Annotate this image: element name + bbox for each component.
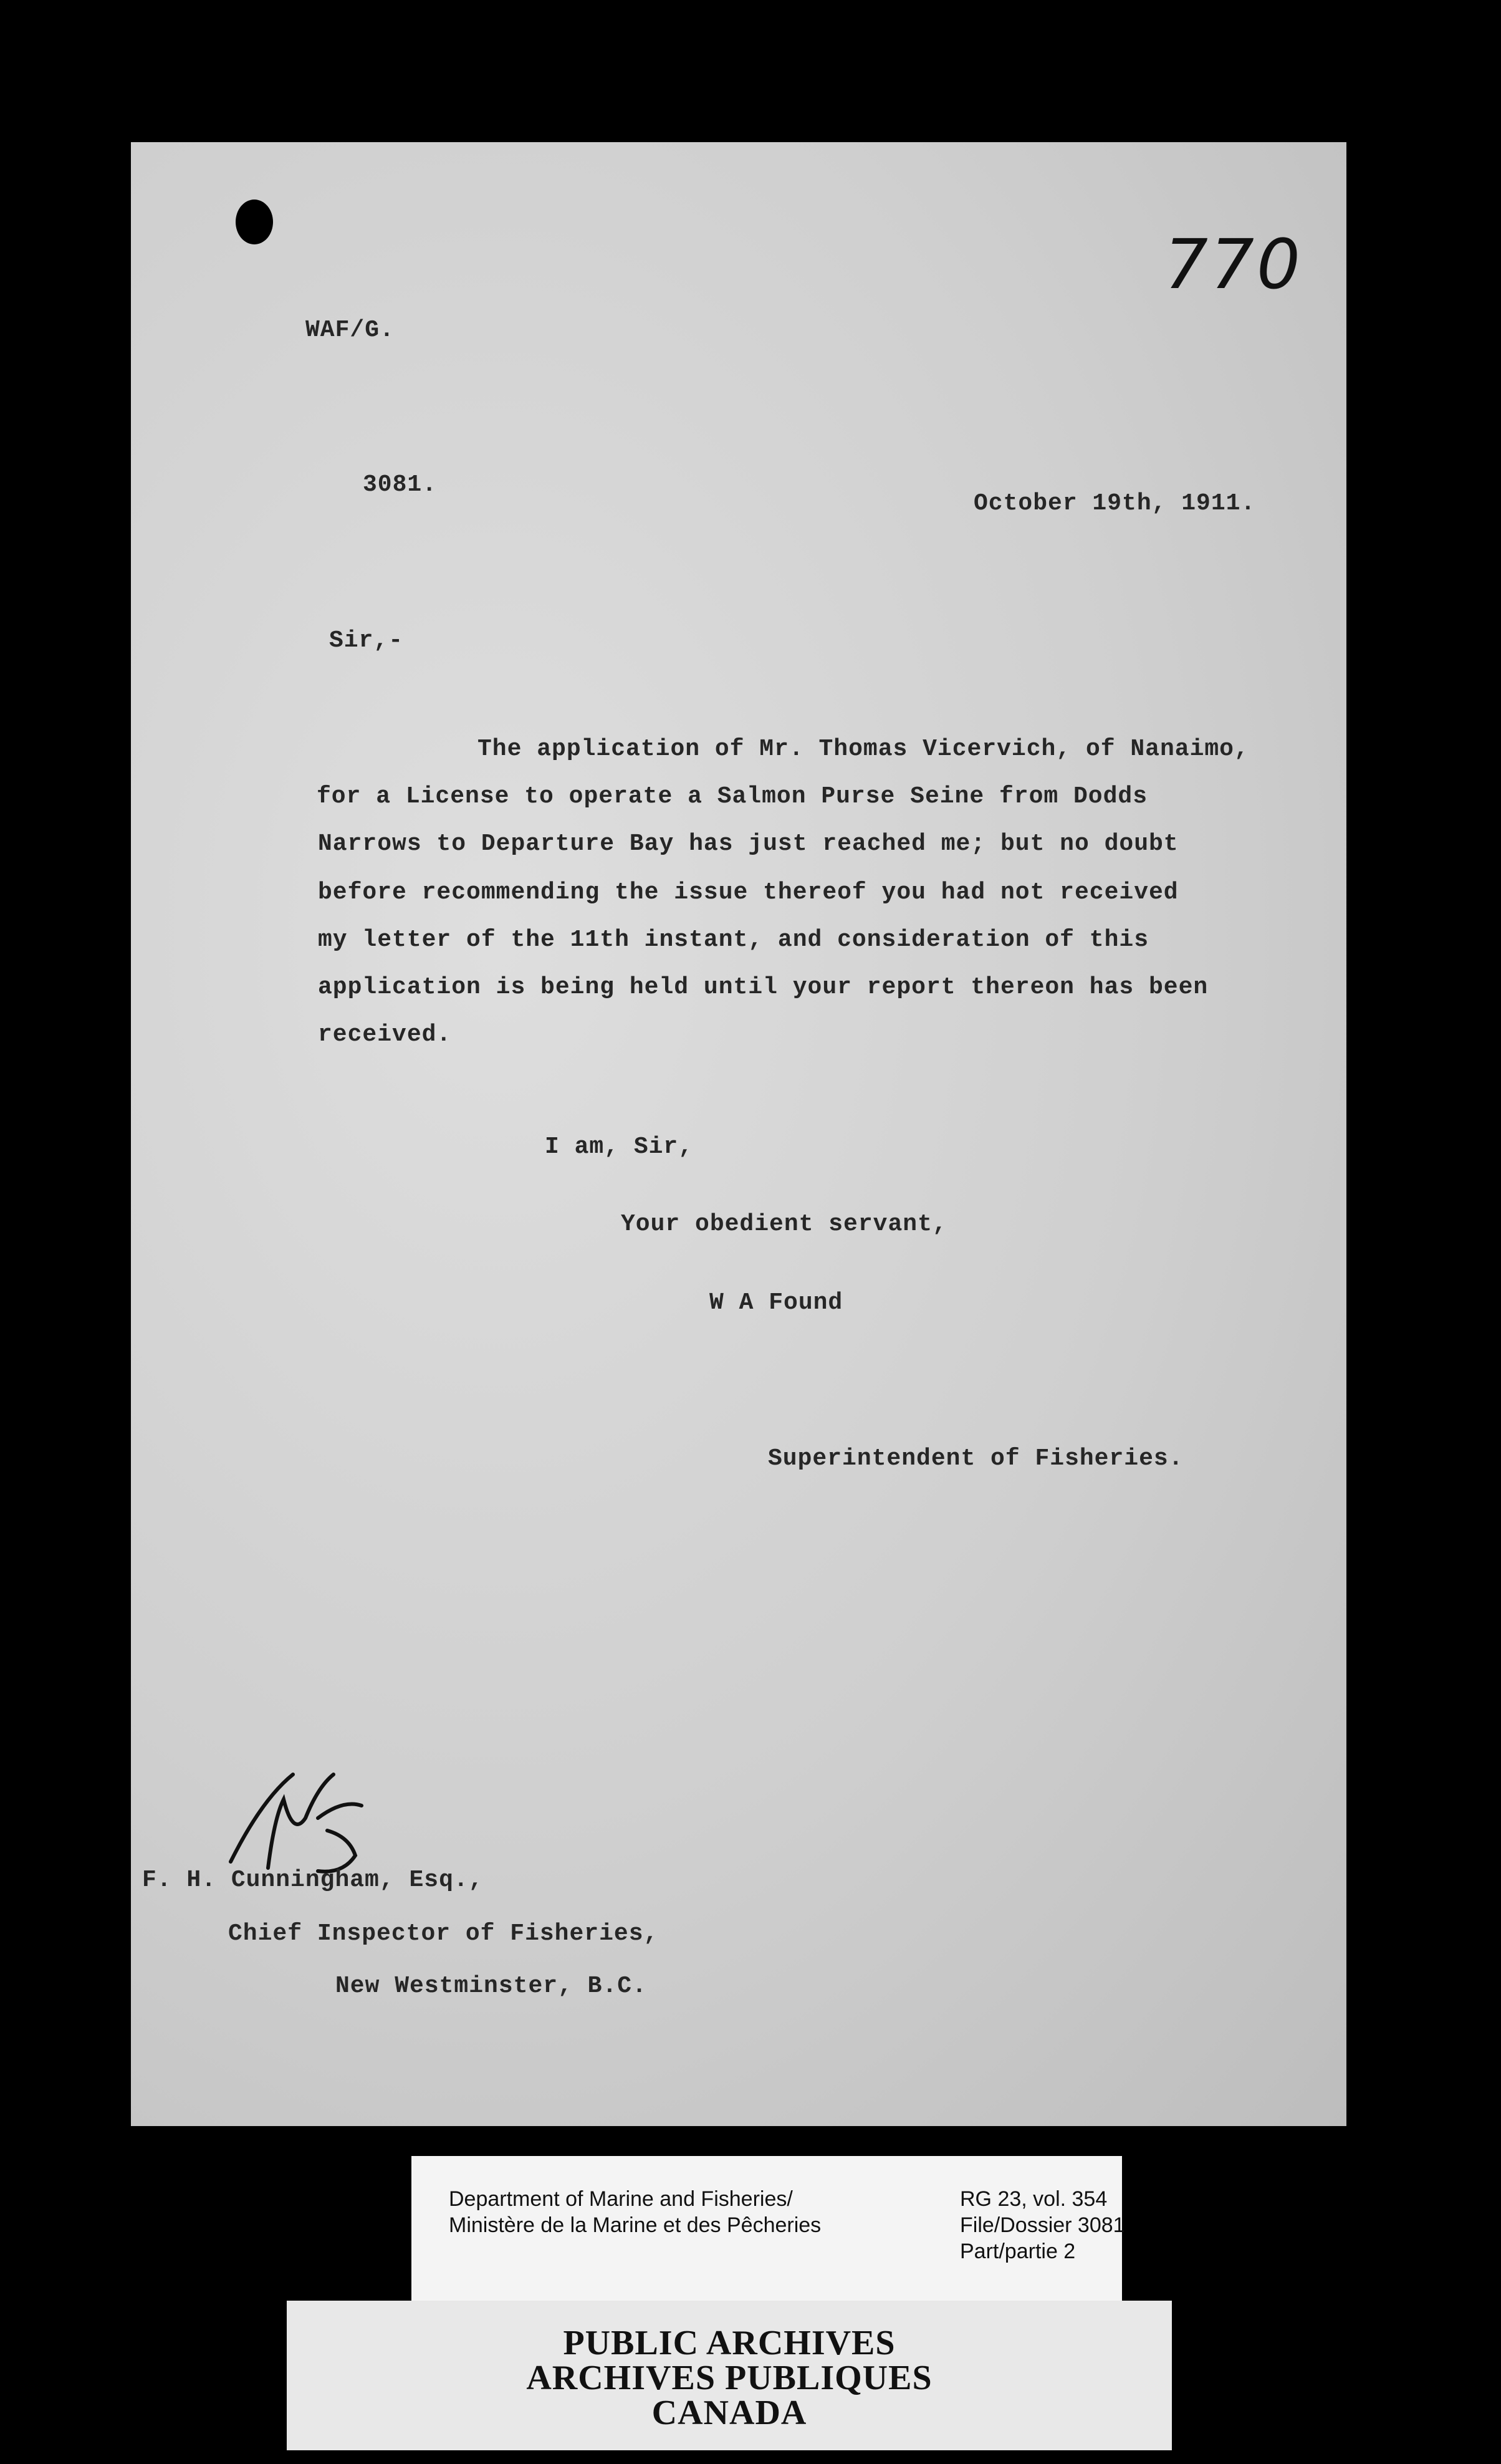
letter-page — [131, 142, 1346, 2126]
archive-label — [411, 2156, 1125, 2301]
body-line: Narrows to Departure Bay has just reached me; but no doubt — [318, 830, 1179, 857]
signatory-title: Superintendent of Fisheries. — [768, 1445, 1184, 1472]
record-group: RG 23, vol. 354 — [960, 2187, 1108, 2211]
body-line: for a License to operate a Salmon Purse Seine from Dodds — [317, 783, 1148, 810]
handwritten-file-number: 770 — [1164, 224, 1303, 304]
signature-name: W A Found — [709, 1289, 843, 1316]
file-dossier: File/Dossier 3081 — [960, 2213, 1125, 2237]
letter-date: October 19th, 1911. — [974, 490, 1256, 517]
recipient-line: New Westminster, B.C. — [335, 1973, 647, 2000]
department-french: Ministère de la Marine et des Pêcheries — [449, 2213, 822, 2237]
closing-line: Your obedient servant, — [621, 1211, 947, 1238]
department-english: Department of Marine and Fisheries/ — [449, 2187, 793, 2211]
archives-stamp — [287, 2301, 1172, 2450]
initials-signature — [224, 1762, 374, 1880]
body-line: application is being held until your report thereon has been — [318, 974, 1209, 1001]
body-line: received. — [318, 1021, 452, 1048]
stamp-line: PUBLIC ARCHIVES — [563, 2324, 896, 2362]
body-line: my letter of the 11th instant, and consideration of this — [318, 926, 1149, 953]
reference-code: WAF/G. — [305, 317, 395, 344]
file-number: 3081. — [363, 471, 438, 498]
salutation: Sir,- — [329, 627, 404, 654]
part-partie: Part/partie 2 — [960, 2240, 1076, 2263]
body-line: before recommending the issue thereof you had not received — [318, 879, 1179, 906]
recipient-line: Chief Inspector of Fisheries, — [228, 1920, 659, 1947]
closing-line: I am, Sir, — [545, 1133, 694, 1160]
recipient-line: F. H. Cunningham, Esq., — [142, 1867, 484, 1894]
stamp-line: CANADA — [651, 2394, 807, 2432]
body-line: The application of Mr. Thomas Vicervich, of Nanaimo, — [477, 736, 1249, 763]
punch-hole — [236, 200, 273, 244]
stamp-line: ARCHIVES PUBLIQUES — [526, 2359, 933, 2397]
